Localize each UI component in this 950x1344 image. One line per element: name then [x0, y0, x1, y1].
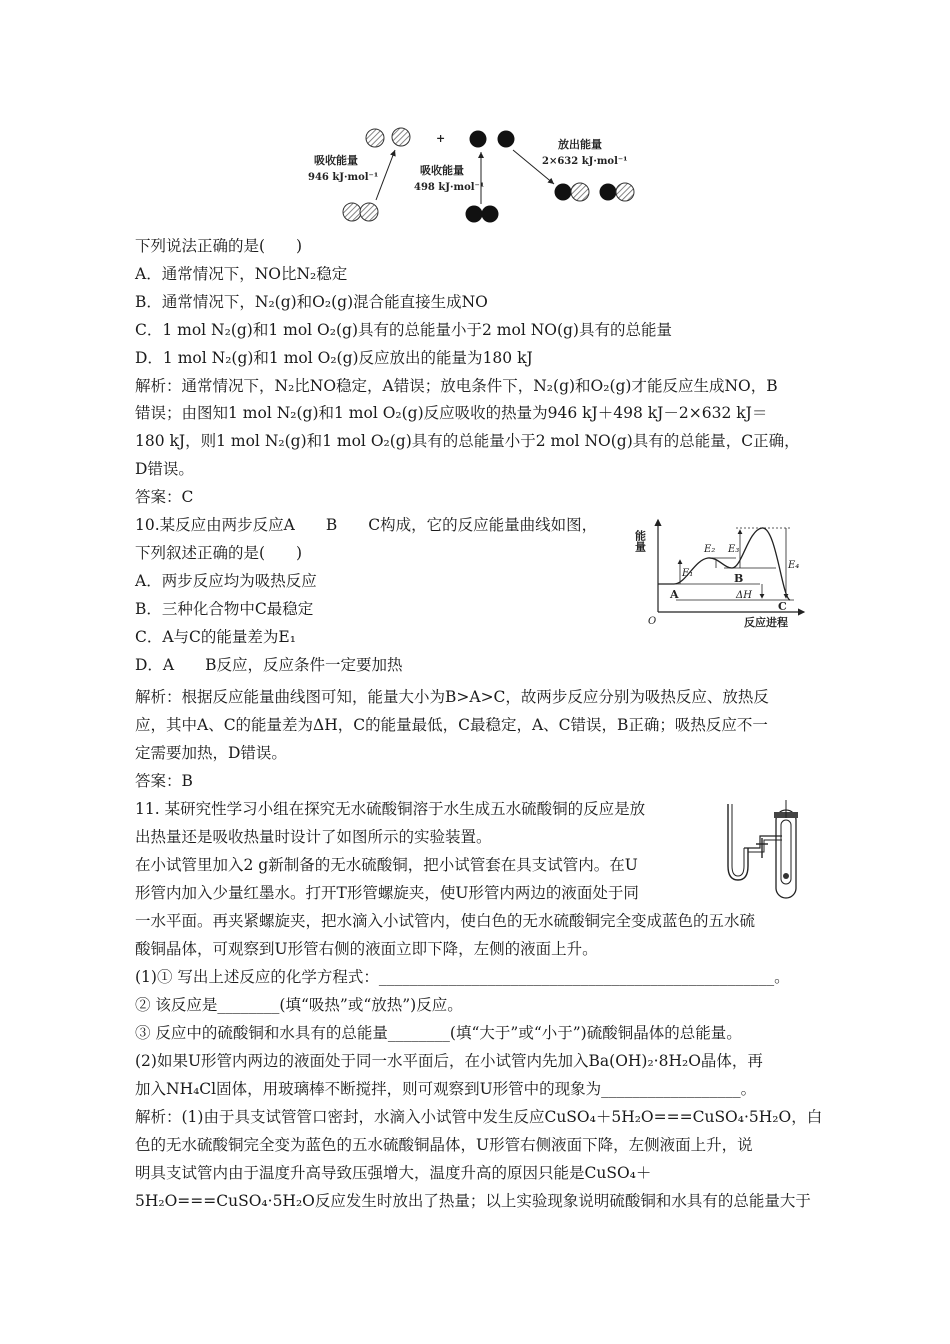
sub-question: ③ 反应中的硫酸铜和水具有的总能量________(填“大于”或“小于”)硫酸铜晶体的总能量。 [135, 1024, 742, 1042]
arrow [376, 150, 395, 200]
option-c: C．A与C的能量差为E₁ [135, 628, 296, 646]
question-11-stem: 酸铜晶体，可观察到U形管右侧的液面立即下降，左侧的液面上升。 [135, 940, 598, 958]
question-stem: 下列说法正确的是( ) [135, 237, 303, 255]
question-10-stem: 下列叙述正确的是( ) [135, 544, 303, 562]
analysis-line: 明具支试管内由于温度升高导致压强增大，温度升高的原因只能是CuSO₄＋ [135, 1164, 652, 1182]
o-atom [466, 206, 483, 223]
sub-question: (1)① 写出上述反应的化学方程式：___________________________________________________。 [135, 968, 790, 986]
option-a: A．通常情况下，NO比N₂稳定 [135, 265, 348, 283]
analysis-line: 定需要加热，D错误。 [135, 744, 287, 762]
bond-energy-diagram [300, 120, 640, 228]
answer: 答案：B [135, 772, 193, 790]
n-atom [343, 203, 361, 221]
n-atom [366, 129, 384, 147]
option-c: C．1 mol N₂(g)和1 mol O₂(g)具有的总能量小于2 mol NO(g)具有的总能量 [135, 321, 672, 339]
n-atom [392, 128, 410, 146]
e3-label: E₃ [728, 544, 740, 555]
question-10-stem: 10.某反应由两步反应A B C构成，它的反应能量曲线如图， [135, 516, 598, 534]
delta-h-label: ΔH [736, 590, 752, 601]
label-release-value: 2×632 kJ·mol⁻¹ [542, 156, 628, 167]
label-absorb-n2-value: 946 kJ·mol⁻¹ [308, 172, 379, 183]
u-tube [728, 804, 748, 880]
sub-question: 加入NH₄Cl固体，用玻璃棒不断搅拌，则可观察到U形管中的现象为__________________。 [135, 1080, 757, 1098]
o-atom [600, 184, 617, 201]
origin-label: O [648, 616, 657, 627]
question-11-stem: 出热量还是吸收热量时设计了如图所示的实验装置。 [135, 828, 492, 846]
apparatus-diagram [712, 796, 804, 908]
option-d: D．A B反应，反应条件一定要加热 [135, 656, 403, 674]
e2-label: E₂ [704, 544, 716, 555]
analysis-line: 解析：根据反应能量曲线图可知，能量大小为B>A>C，故两步反应分别为吸热反应、放热反 [135, 688, 769, 706]
analysis-line: 色的无水硫酸铜完全变为蓝色的五水硫酸铜晶体，U形管右侧液面下降，左侧液面上升，说 [135, 1136, 753, 1154]
option-a: A．两步反应均为吸热反应 [135, 572, 317, 590]
x-axis-label: 反应进程 [744, 616, 788, 629]
energy-profile-diagram [633, 512, 816, 630]
analysis-line: 错误；由图知1 mol N₂(g)和1 mol O₂(g)反应吸收的热量为946 kJ＋498 kJ－2×632 kJ＝ [135, 404, 768, 422]
analysis-line: 5H₂O===CuSO₄·5H₂O反应发生时放出了热量；以上实验现象说明硫酸铜和水具有的总能量大于 [135, 1192, 811, 1210]
point-b-label: B [734, 572, 744, 585]
y-axis-label: 能量 [633, 530, 647, 552]
option-b: B．通常情况下，N₂(g)和O₂(g)混合能直接生成NO [135, 293, 488, 311]
o-atom [498, 131, 515, 148]
answer: 答案：C [135, 488, 194, 506]
n-atom [571, 183, 589, 201]
question-11-stem: 一水平面。再夹紧螺旋夹，把水滴入小试管内，使白色的无水硫酸铜完全变成蓝色的五水硫 [135, 912, 756, 930]
option-d: D．1 mol N₂(g)和1 mol O₂(g)反应放出的能量为180 kJ [135, 349, 533, 367]
label-absorb-o2: 吸收能量 [420, 164, 464, 177]
point-c-label: C [778, 600, 787, 613]
label-absorb-o2-value: 498 kJ·mol⁻¹ [414, 182, 485, 193]
analysis-line: 应，其中A、C的能量差为ΔH，C的能量最低，C最稳定，A、C错误，B正确；吸热反应不一 [135, 716, 768, 734]
e4-label: E₄ [788, 560, 800, 571]
label-release: 放出能量 [558, 138, 602, 151]
n-atom [360, 203, 378, 221]
n-atom [616, 183, 634, 201]
side-arm-test-tube [776, 810, 796, 898]
o-atom [555, 184, 572, 201]
analysis-line: 180 kJ，则1 mol N₂(g)和1 mol O₂(g)具有的总能量小于2 mol NO(g)具有的总能量，C正确， [135, 432, 800, 450]
sub-question: ② 该反应是________(填“吸热”或“放热”)反应。 [135, 996, 463, 1014]
question-11-stem: 11. 某研究性学习小组在探究无水硫酸铜溶于水生成五水硫酸铜的反应是放 [135, 800, 646, 818]
sub-question: (2)如果U形管内两边的液面处于同一水平面后，在小试管内先加入Ba(OH)₂·8H₂O晶体，再 [135, 1052, 763, 1070]
question-11-stem: 形管内加入少量红墨水。打开T形管螺旋夹，使U形管内两边的液面处于同 [135, 884, 639, 902]
point-a-label: A [670, 588, 679, 601]
o-atom [470, 131, 487, 148]
analysis-line: 解析：(1)由于具支试管管口密封，水滴入小试管中发生反应CuSO₄＋5H₂O===CuSO₄·5H₂O，白 [135, 1108, 823, 1126]
o-atom [482, 206, 499, 223]
label-absorb-n2: 吸收能量 [314, 154, 358, 167]
e1-label: E₁ [682, 568, 694, 579]
option-b: B．三种化合物中C最稳定 [135, 600, 314, 618]
analysis-line: 解析：通常情况下，N₂比NO稳定，A错误；放电条件下，N₂(g)和O₂(g)才能反应生成NO，B [135, 377, 778, 395]
analysis-line: D错误。 [135, 460, 194, 478]
plus-sign: + [436, 132, 446, 145]
question-11-stem: 在小试管里加入2 g新制备的无水硫酸铜，把小试管套在具支试管内。在U [135, 856, 638, 874]
